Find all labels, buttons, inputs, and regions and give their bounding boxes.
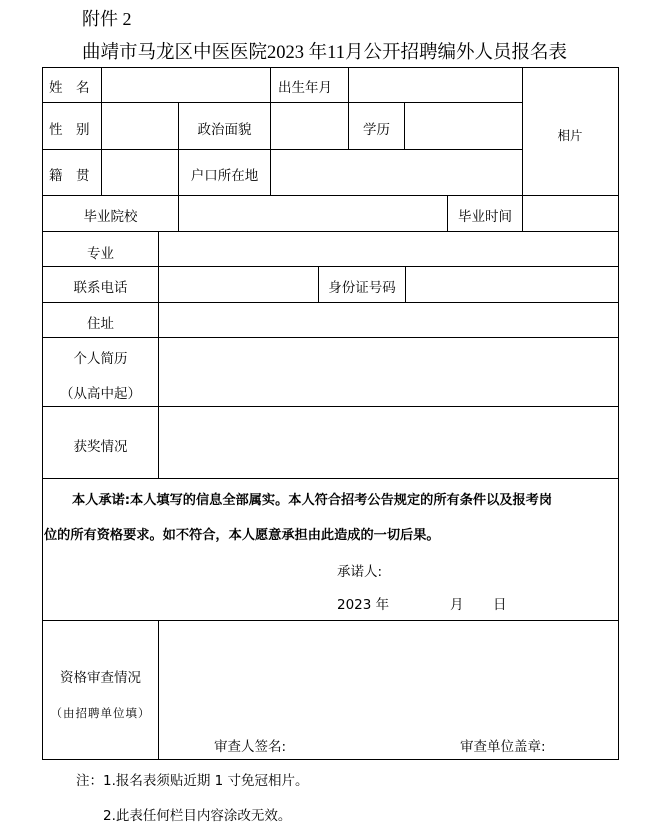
pledge-date-day: 日 [493, 597, 507, 613]
resume-label: 个人简历 [73, 351, 128, 367]
name-field[interactable] [102, 68, 269, 101]
birth-field[interactable] [349, 68, 521, 101]
grad-time-label: 毕业时间 [458, 209, 512, 225]
gender-field[interactable] [102, 103, 177, 148]
unit-seal-label: 审查单位盖章: [460, 739, 546, 755]
review-field[interactable] [159, 621, 617, 758]
pledger-signature-field[interactable] [400, 558, 540, 584]
page-title: 曲靖市马龙区中医医院2023 年11月公开招聘编外人员报名表 [82, 43, 567, 63]
review-sub-label: （由招聘单位填） [50, 706, 151, 720]
pledge-line-1: 本人承诺:本人填写的信息全部属实。本人符合招考公告规定的所有条件以及报考岗 [72, 493, 553, 508]
major-label: 专业 [87, 246, 114, 262]
political-field[interactable] [271, 103, 347, 148]
name-label: 姓 名 [49, 80, 90, 96]
address-label: 住址 [87, 316, 114, 332]
review-label: 资格审查情况 [60, 670, 141, 686]
gender-label: 性 别 [49, 122, 90, 138]
awards-label: 获奖情况 [73, 439, 128, 455]
id-label: 身份证号码 [328, 280, 396, 296]
origin-field[interactable] [102, 150, 177, 194]
grad-time-field[interactable] [523, 196, 617, 230]
note-1: 注：1.报名表须贴近期 1 寸免冠相片。 [76, 773, 309, 789]
political-label: 政治面貌 [197, 122, 252, 138]
address-field[interactable] [159, 303, 617, 336]
phone-label: 联系电话 [73, 280, 128, 296]
photo-label: 相片 [557, 128, 583, 143]
id-field[interactable] [406, 267, 617, 301]
note-2: 2.此表任何栏目内容涂改无效。 [103, 808, 292, 824]
birth-label: 出生年月 [278, 80, 332, 96]
attachment-label: 附件 2 [82, 9, 132, 29]
major-field[interactable] [159, 232, 617, 265]
hukou-field[interactable] [271, 150, 521, 194]
resume-field[interactable] [159, 338, 617, 405]
origin-label: 籍 贯 [49, 168, 90, 184]
reviewer-sign-label: 审查人签名: [214, 739, 287, 755]
photo-box[interactable] [523, 68, 617, 194]
education-label: 学历 [363, 122, 390, 138]
hukou-label: 户口所在地 [190, 168, 259, 184]
pledge-date-year: 2023 年 [337, 597, 390, 613]
resume-sub-label: （从高中起） [60, 386, 141, 402]
pledger-label: 承诺人: [337, 564, 383, 580]
education-field[interactable] [405, 103, 521, 148]
awards-field[interactable] [159, 407, 617, 477]
phone-field[interactable] [159, 267, 317, 301]
pledge-date-month: 月 [450, 597, 464, 613]
school-label: 毕业院校 [83, 209, 138, 225]
pledge-line-2: 位的所有资格要求。如不符合，本人愿意承担由此造成的一切后果。 [44, 528, 440, 543]
school-field[interactable] [179, 196, 446, 230]
